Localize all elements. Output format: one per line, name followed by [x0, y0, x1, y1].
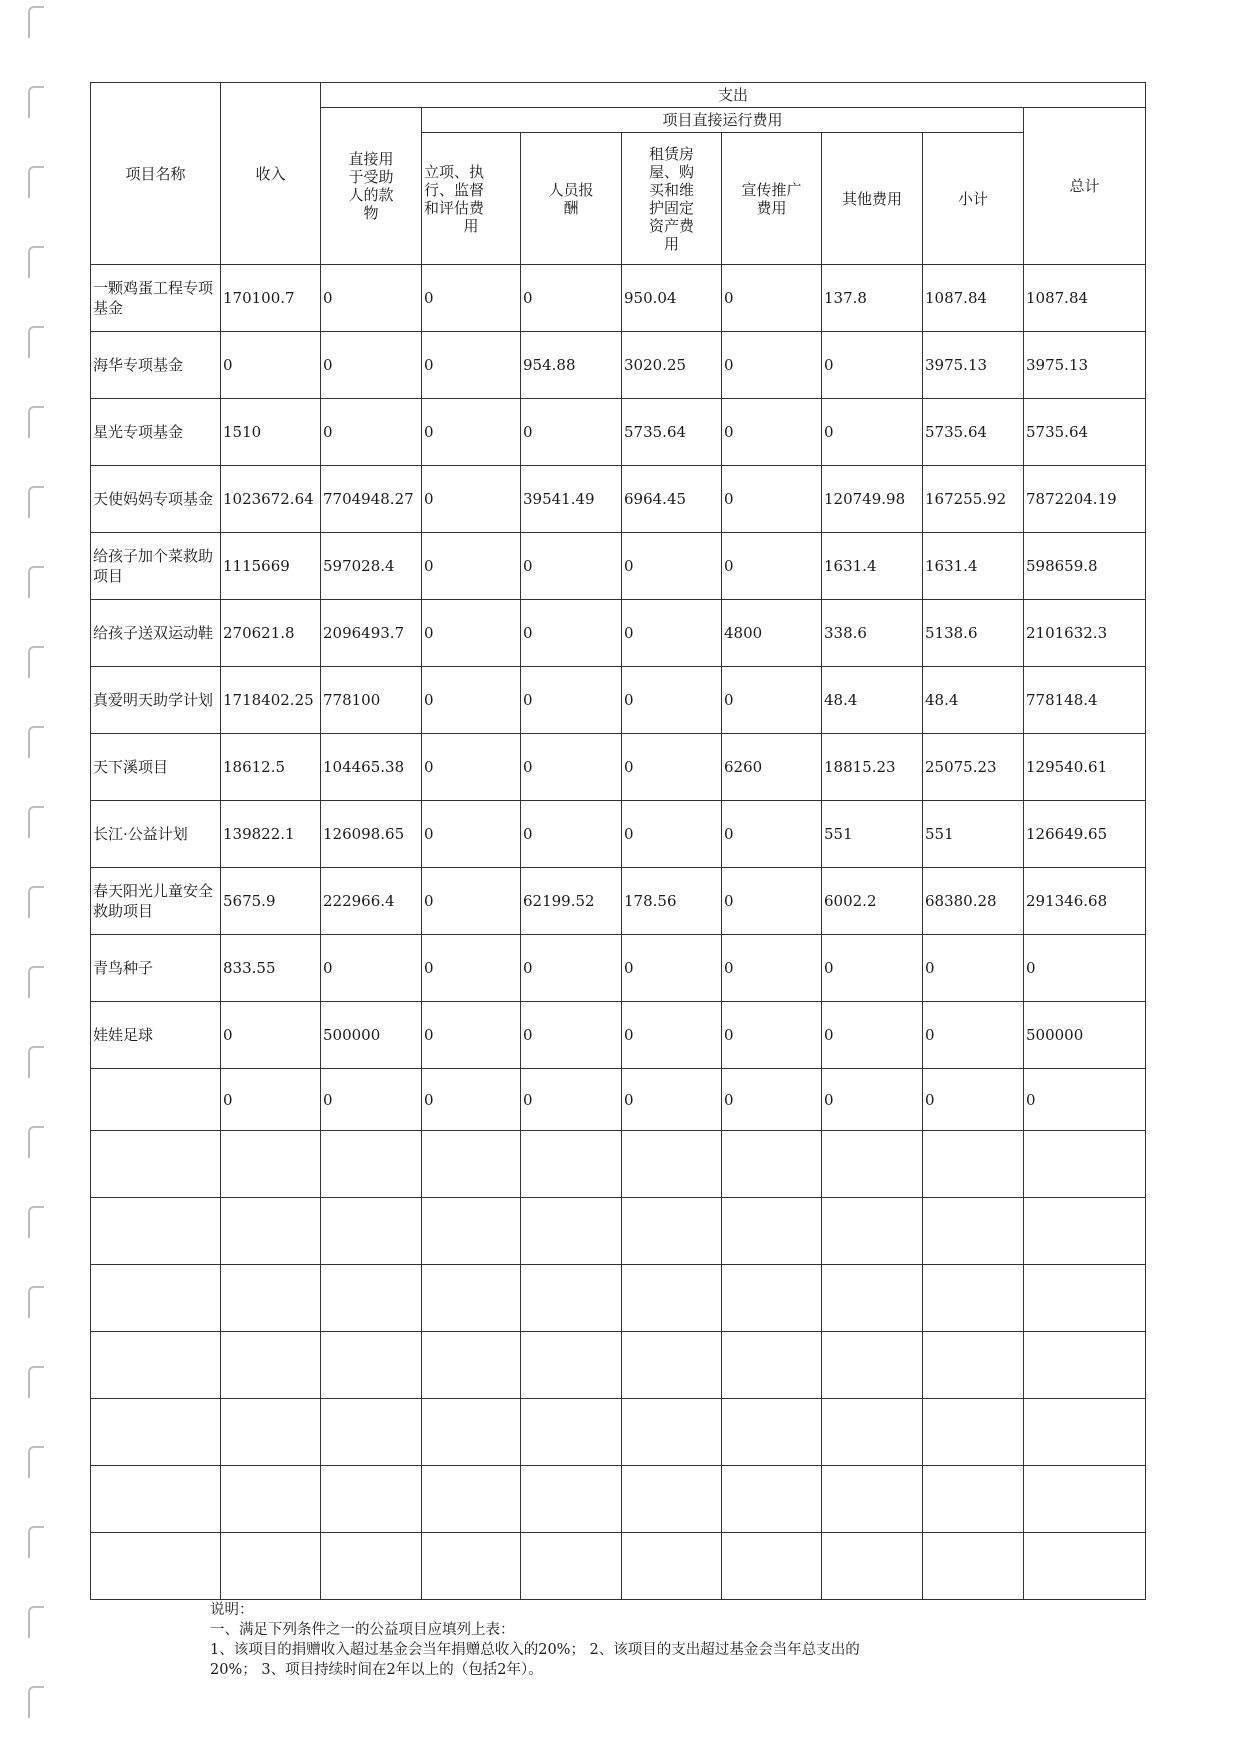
empty-cell: [422, 1399, 521, 1466]
cell-project-name: 给孩子加个菜救助项目: [91, 533, 221, 600]
cell-income: 1115669: [221, 533, 321, 600]
header-line: 行、监督: [424, 180, 485, 199]
header-line: 用: [463, 216, 479, 235]
cell-subtotal: 0: [923, 935, 1024, 1002]
cell-direct-aid: 0: [321, 935, 422, 1002]
cell-supervision: 0: [422, 667, 521, 734]
empty-cell: [521, 1332, 622, 1399]
cell-personnel: 0: [521, 667, 622, 734]
cell-total: 126649.65: [1024, 801, 1146, 868]
header-line: 宣传推广: [741, 180, 802, 199]
cell-project-name: 真爱明天助学计划: [91, 667, 221, 734]
cell-project-name: 青鸟种子: [91, 935, 221, 1002]
cell-other: 1631.4: [822, 533, 923, 600]
empty-cell: [422, 1131, 521, 1198]
empty-cell: [822, 1131, 923, 1198]
empty-cell: [923, 1332, 1024, 1399]
notes-title: 说明：: [210, 1602, 254, 1618]
header-line: 直接用: [348, 150, 394, 168]
empty-cell: [923, 1466, 1024, 1533]
cell-rent: 0: [622, 734, 722, 801]
cell-income: 0: [221, 1069, 321, 1131]
cell-subtotal: 0: [923, 1069, 1024, 1131]
cell-income: 0: [221, 332, 321, 399]
cell-total: 3975.13: [1024, 332, 1146, 399]
cell-supervision: 0: [422, 600, 521, 667]
empty-cell: [722, 1399, 822, 1466]
table-body: [91, 265, 1146, 1600]
empty-cell: [422, 1466, 521, 1533]
cell-total: 778148.4: [1024, 667, 1146, 734]
cell-publicity: 0: [722, 1002, 822, 1069]
empty-cell: [221, 1399, 321, 1466]
cell-rent: 0: [622, 1002, 722, 1069]
empty-cell: [923, 1198, 1024, 1265]
table-row: [91, 466, 1146, 533]
empty-row: [91, 1131, 1146, 1198]
empty-cell: [521, 1533, 622, 1600]
cell-personnel: 0: [521, 1002, 622, 1069]
empty-cell: [822, 1198, 923, 1265]
empty-cell: [221, 1198, 321, 1265]
empty-cell: [321, 1198, 422, 1265]
cell-personnel: 954.88: [521, 332, 622, 399]
notes-line: 一、满足下列条件之一的公益项目应填列上表：: [210, 1622, 515, 1638]
empty-row: [91, 1265, 1146, 1332]
cell-publicity: 0: [722, 466, 822, 533]
empty-cell: [321, 1399, 422, 1466]
empty-cell: [91, 1399, 221, 1466]
empty-cell: [622, 1198, 722, 1265]
cell-rent: 0: [622, 533, 722, 600]
empty-cell: [1024, 1466, 1146, 1533]
col-header-personnel: [521, 133, 622, 265]
cell-direct-aid: 0: [321, 265, 422, 332]
table-row: [91, 935, 1146, 1002]
cell-other: 137.8: [822, 265, 923, 332]
cell-income: 139822.1: [221, 801, 321, 868]
cell-subtotal: 0: [923, 1002, 1024, 1069]
empty-cell: [622, 1399, 722, 1466]
empty-cell: [622, 1332, 722, 1399]
col-header-total: 总计: [1024, 108, 1146, 265]
cell-supervision: 0: [422, 1069, 521, 1131]
header-line: 立项、执: [424, 162, 485, 181]
project-expense-table: [90, 82, 1146, 1600]
table-row: [91, 868, 1146, 935]
cell-publicity: 0: [722, 1069, 822, 1131]
col-header-supervision: [422, 133, 521, 265]
cell-other: 0: [822, 1002, 923, 1069]
cell-supervision: 0: [422, 399, 521, 466]
cell-subtotal: 5138.6: [923, 600, 1024, 667]
cell-publicity: 0: [722, 533, 822, 600]
header-line: 于受助: [348, 168, 394, 186]
empty-cell: [923, 1399, 1024, 1466]
empty-cell: [722, 1265, 822, 1332]
cell-project-name: 长江·公益计划: [91, 801, 221, 868]
cell-publicity: 6260: [722, 734, 822, 801]
empty-row: [91, 1332, 1146, 1399]
cell-project-name: 天下溪项目: [91, 734, 221, 801]
cell-other: 18815.23: [822, 734, 923, 801]
empty-cell: [321, 1265, 422, 1332]
cell-total: 7872204.19: [1024, 466, 1146, 533]
cell-project-name: 给孩子送双运动鞋: [91, 600, 221, 667]
table-row: [91, 533, 1146, 600]
empty-cell: [521, 1399, 622, 1466]
cell-direct-aid: 7704948.27: [321, 466, 422, 533]
empty-cell: [422, 1533, 521, 1600]
empty-cell: [722, 1131, 822, 1198]
cell-direct-aid: 126098.65: [321, 801, 422, 868]
empty-row: [91, 1198, 1146, 1265]
col-header-publicity: [722, 133, 822, 265]
col-header-other: 其他费用: [822, 133, 923, 265]
table-row: [91, 1069, 1146, 1131]
col-header-rent: [622, 133, 722, 265]
cell-income: 170100.7: [221, 265, 321, 332]
header-line: 买和维: [648, 180, 694, 199]
empty-cell: [521, 1131, 622, 1198]
empty-cell: [221, 1131, 321, 1198]
empty-cell: [722, 1332, 822, 1399]
cell-direct-aid: 0: [321, 1069, 422, 1131]
empty-cell: [822, 1466, 923, 1533]
cell-income: 270621.8: [221, 600, 321, 667]
cell-other: 0: [822, 332, 923, 399]
empty-cell: [923, 1533, 1024, 1600]
header-line: 费用: [756, 198, 787, 217]
empty-cell: [422, 1332, 521, 1399]
cell-rent: 5735.64: [622, 399, 722, 466]
cell-subtotal: 1631.4: [923, 533, 1024, 600]
cell-personnel: 62199.52: [521, 868, 622, 935]
cell-subtotal: 25075.23: [923, 734, 1024, 801]
cell-publicity: 0: [722, 332, 822, 399]
cell-direct-aid: 500000: [321, 1002, 422, 1069]
col-header-expense: 支出: [321, 83, 1146, 108]
empty-cell: [422, 1265, 521, 1332]
cell-total: 1087.84: [1024, 265, 1146, 332]
empty-cell: [1024, 1399, 1146, 1466]
cell-project-name: 春天阳光儿童安全救助项目: [91, 868, 221, 935]
cell-subtotal: 3975.13: [923, 332, 1024, 399]
cell-supervision: 0: [422, 332, 521, 399]
table-row: [91, 265, 1146, 332]
cell-other: 0: [822, 1069, 923, 1131]
cell-rent: 0: [622, 600, 722, 667]
cell-direct-aid: 2096493.7: [321, 600, 422, 667]
empty-cell: [321, 1332, 422, 1399]
cell-subtotal: 1087.84: [923, 265, 1024, 332]
cell-rent: 3020.25: [622, 332, 722, 399]
col-header-subtotal: 小计: [923, 133, 1024, 265]
cell-supervision: 0: [422, 533, 521, 600]
empty-cell: [822, 1533, 923, 1600]
cell-supervision: 0: [422, 801, 521, 868]
cell-total: 2101632.3: [1024, 600, 1146, 667]
cell-publicity: 0: [722, 801, 822, 868]
cell-total: 5735.64: [1024, 399, 1146, 466]
col-header-income: 收入: [221, 83, 321, 265]
cell-rent: 0: [622, 1069, 722, 1131]
notes-line: 20%； 3、项目持续时间在2年以上的（包括2年）。: [210, 1662, 543, 1678]
cell-rent: 178.56: [622, 868, 722, 935]
cell-personnel: 0: [521, 533, 622, 600]
header-line: 和评估费: [424, 198, 485, 217]
cell-total: 0: [1024, 935, 1146, 1002]
cell-subtotal: 48.4: [923, 667, 1024, 734]
table-row: [91, 600, 1146, 667]
empty-cell: [221, 1265, 321, 1332]
cell-income: 18612.5: [221, 734, 321, 801]
cell-publicity: 0: [722, 868, 822, 935]
empty-cell: [923, 1265, 1024, 1332]
cell-publicity: 0: [722, 935, 822, 1002]
empty-cell: [622, 1265, 722, 1332]
cell-total: 291346.68: [1024, 868, 1146, 935]
cell-supervision: 0: [422, 734, 521, 801]
cell-direct-aid: 222966.4: [321, 868, 422, 935]
cell-publicity: 0: [722, 265, 822, 332]
col-header-name: 项目名称: [91, 83, 221, 265]
cell-other: 0: [822, 399, 923, 466]
cell-supervision: 0: [422, 466, 521, 533]
cell-income: 5675.9: [221, 868, 321, 935]
table-row: [91, 667, 1146, 734]
cell-income: 1510: [221, 399, 321, 466]
empty-cell: [822, 1265, 923, 1332]
header-line: 屋、购: [648, 162, 694, 181]
cell-supervision: 0: [422, 265, 521, 332]
empty-cell: [622, 1466, 722, 1533]
empty-cell: [422, 1198, 521, 1265]
cell-income: 833.55: [221, 935, 321, 1002]
cell-personnel: 0: [521, 734, 622, 801]
notes: [210, 1600, 860, 1680]
table-row: [91, 399, 1146, 466]
cell-personnel: 0: [521, 1069, 622, 1131]
empty-cell: [722, 1466, 822, 1533]
cell-personnel: 39541.49: [521, 466, 622, 533]
empty-cell: [722, 1198, 822, 1265]
header-line: 物: [363, 204, 379, 222]
empty-cell: [91, 1466, 221, 1533]
cell-direct-aid: 0: [321, 332, 422, 399]
empty-cell: [91, 1198, 221, 1265]
cell-income: 1023672.64: [221, 466, 321, 533]
header-line: 酬: [563, 198, 579, 217]
cell-personnel: 0: [521, 265, 622, 332]
cell-total: 500000: [1024, 1002, 1146, 1069]
cell-project-name: 天使妈妈专项基金: [91, 466, 221, 533]
empty-cell: [1024, 1533, 1146, 1600]
empty-cell: [321, 1533, 422, 1600]
cell-income: 0: [221, 1002, 321, 1069]
header-line: 租赁房: [648, 144, 694, 163]
cell-total: 598659.8: [1024, 533, 1146, 600]
cell-rent: 0: [622, 667, 722, 734]
cell-personnel: 0: [521, 399, 622, 466]
empty-cell: [221, 1466, 321, 1533]
cell-project-name: 一颗鸡蛋工程专项基金: [91, 265, 221, 332]
empty-row: [91, 1466, 1146, 1533]
empty-cell: [221, 1332, 321, 1399]
header-line: 护固定: [648, 198, 694, 217]
empty-cell: [622, 1131, 722, 1198]
empty-cell: [722, 1533, 822, 1600]
empty-cell: [321, 1131, 422, 1198]
empty-row: [91, 1533, 1146, 1600]
cell-subtotal: 551: [923, 801, 1024, 868]
cell-other: 551: [822, 801, 923, 868]
empty-cell: [822, 1332, 923, 1399]
cell-project-name: 星光专项基金: [91, 399, 221, 466]
cell-other: 48.4: [822, 667, 923, 734]
table-row: [91, 332, 1146, 399]
empty-row: [91, 1399, 1146, 1466]
cell-direct-aid: 778100: [321, 667, 422, 734]
table-row: [91, 1002, 1146, 1069]
notes-line: 1、该项目的捐赠收入超过基金会当年捐赠总收入的20%； 2、该项目的支出超过基金会当年总支出的: [210, 1642, 860, 1658]
cell-publicity: 0: [722, 667, 822, 734]
cell-other: 338.6: [822, 600, 923, 667]
cell-publicity: 4800: [722, 600, 822, 667]
cell-direct-aid: 104465.38: [321, 734, 422, 801]
empty-cell: [91, 1332, 221, 1399]
header-line: 资产费: [648, 216, 694, 235]
empty-cell: [1024, 1198, 1146, 1265]
cell-rent: 950.04: [622, 265, 722, 332]
empty-cell: [1024, 1131, 1146, 1198]
empty-cell: [221, 1533, 321, 1600]
header-line: 用: [663, 234, 679, 253]
cell-direct-aid: 597028.4: [321, 533, 422, 600]
col-header-direct-cost: 项目直接运行费用: [422, 108, 1024, 133]
cell-income: 1718402.25: [221, 667, 321, 734]
cell-rent: 0: [622, 935, 722, 1002]
cell-other: 120749.98: [822, 466, 923, 533]
empty-cell: [521, 1466, 622, 1533]
cell-project-name: 海华专项基金: [91, 332, 221, 399]
cell-personnel: 0: [521, 801, 622, 868]
empty-cell: [321, 1466, 422, 1533]
cell-total: 129540.61: [1024, 734, 1146, 801]
cell-supervision: 0: [422, 868, 521, 935]
empty-cell: [822, 1399, 923, 1466]
cell-subtotal: 5735.64: [923, 399, 1024, 466]
cell-total: 0: [1024, 1069, 1146, 1131]
empty-cell: [622, 1533, 722, 1600]
cell-rent: 6964.45: [622, 466, 722, 533]
empty-cell: [521, 1265, 622, 1332]
cell-personnel: 0: [521, 600, 622, 667]
cell-subtotal: 167255.92: [923, 466, 1024, 533]
cell-subtotal: 68380.28: [923, 868, 1024, 935]
table-row: [91, 801, 1146, 868]
table-row: [91, 734, 1146, 801]
cell-direct-aid: 0: [321, 399, 422, 466]
empty-cell: [91, 1533, 221, 1600]
empty-cell: [91, 1265, 221, 1332]
header-line: 人的款: [348, 186, 394, 204]
cell-rent: 0: [622, 801, 722, 868]
cell-supervision: 0: [422, 935, 521, 1002]
empty-cell: [1024, 1265, 1146, 1332]
cell-supervision: 0: [422, 1002, 521, 1069]
header-line: 人员报: [548, 180, 594, 199]
empty-cell: [1024, 1332, 1146, 1399]
empty-cell: [923, 1131, 1024, 1198]
cell-personnel: 0: [521, 935, 622, 1002]
empty-cell: [91, 1131, 221, 1198]
cell-other: 0: [822, 935, 923, 1002]
cell-other: 6002.2: [822, 868, 923, 935]
cell-project-name: [91, 1069, 221, 1131]
col-header-direct-aid: [321, 108, 422, 265]
empty-cell: [521, 1198, 622, 1265]
cell-publicity: 0: [722, 399, 822, 466]
cell-project-name: 娃娃足球: [91, 1002, 221, 1069]
